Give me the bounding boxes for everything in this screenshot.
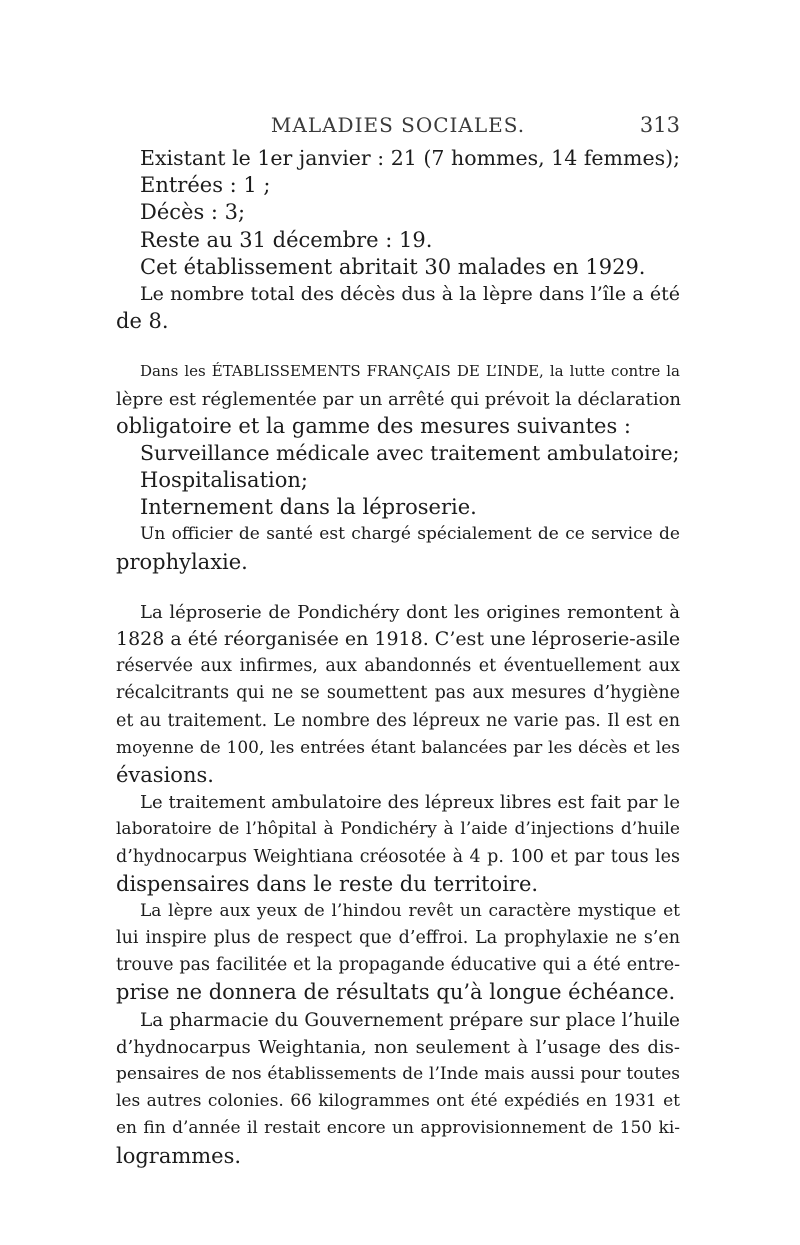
text-line: Reste au 31 décembre : 19. <box>140 227 433 252</box>
page-header <box>116 113 680 143</box>
text-line: prophylaxie. <box>116 549 248 574</box>
text-line: trouve pas facilitée et la propagande éducative qui a été entre- <box>116 955 680 976</box>
text-line: La léproserie de Pondichéry dont les origines remontent à <box>140 601 680 623</box>
running-title: MALADIES SOCIALES. <box>270 113 526 137</box>
text-line: Un officier de santé est chargé spécialement de ce service de <box>140 524 680 545</box>
text-segment: Dans les ÉTABLISSEMENTS FRANÇAIS DE L’INDE, la lutte contre la <box>140 362 680 381</box>
body-text <box>116 145 680 1170</box>
text-line: en fin d’année il restait encore un approvisionnement de 150 ki- <box>116 1118 680 1139</box>
text-line: Le nombre total des décès dus à la lèpre dans l’île a été <box>140 282 680 305</box>
text-line: d’hydnocarpus Weightiana créosotée à 4 p. 100 et par tous les <box>116 846 680 867</box>
text-line: pensaires de nos établissements de l’Inde mais aussi pour toutes <box>116 1064 680 1084</box>
text-line: La lèpre aux yeux de l’hindou revêt un caractère mystique et <box>140 900 680 921</box>
text-line: Internement dans la léproserie. <box>140 495 477 520</box>
text-line: prise ne donnera de résultats qu’à longue échéance. <box>116 980 676 1005</box>
text-line: moyenne de 100, les entrées étant balancées par les décès et les <box>116 737 680 758</box>
page-number: 313 <box>639 113 680 137</box>
text-line: Surveillance médicale avec traitement ambulatoire; <box>140 440 680 465</box>
text-line: Cet établissement abritait 30 malades en 1929. <box>140 254 646 279</box>
text-line: évasions. <box>116 762 214 787</box>
text-line: 1828 a été réorganisée en 1918. C’est une léproserie-asile <box>116 628 681 650</box>
text-line: et au traitement. Le nombre des lépreux ne varie pas. Il est en <box>116 710 680 731</box>
text-line: dispensaires dans le reste du territoire. <box>116 871 539 896</box>
text-line: de 8. <box>116 309 169 334</box>
text-line: laboratoire de l’hôpital à Pondichéry à l’aide d’injections d’huile <box>116 819 680 840</box>
text-line: récalcitrants qui ne se soumettent pas aux mesures d’hygiène <box>116 683 680 704</box>
text-line: Décès : 3; <box>140 200 246 225</box>
text-line: les autres colonies. 66 kilogrammes ont été expédiés en 1931 et <box>116 1091 680 1112</box>
text-line: Hospitalisation; <box>140 468 308 493</box>
text-line: Le traitement ambulatoire des lépreux libres est fait par le <box>140 792 680 814</box>
text-line: Entrées : 1 ; <box>140 173 271 198</box>
text-line: réservée aux infirmes, aux abandonnés et éventuellement aux <box>116 656 680 677</box>
text-line: lui inspire plus de respect que d’effroi. La prophylaxie ne s’en <box>116 928 680 949</box>
text-line-etablissements <box>116 358 680 385</box>
text-line: Existant le 1er janvier : 21 (7 hommes, 14 femmes); <box>140 146 680 170</box>
text-line: d’hydnocarpus Weightania, non seulement à l’usage des dis- <box>116 1036 680 1058</box>
text-line: obligatoire et la gamme des mesures suivantes : <box>116 413 631 438</box>
text-line: lèpre est réglementée par un arrêté qui prévoit la déclaration <box>116 388 682 410</box>
text-line: La pharmacie du Gouvernement prépare sur place l’huile <box>140 1009 680 1031</box>
text-line: logrammes. <box>116 1143 242 1168</box>
